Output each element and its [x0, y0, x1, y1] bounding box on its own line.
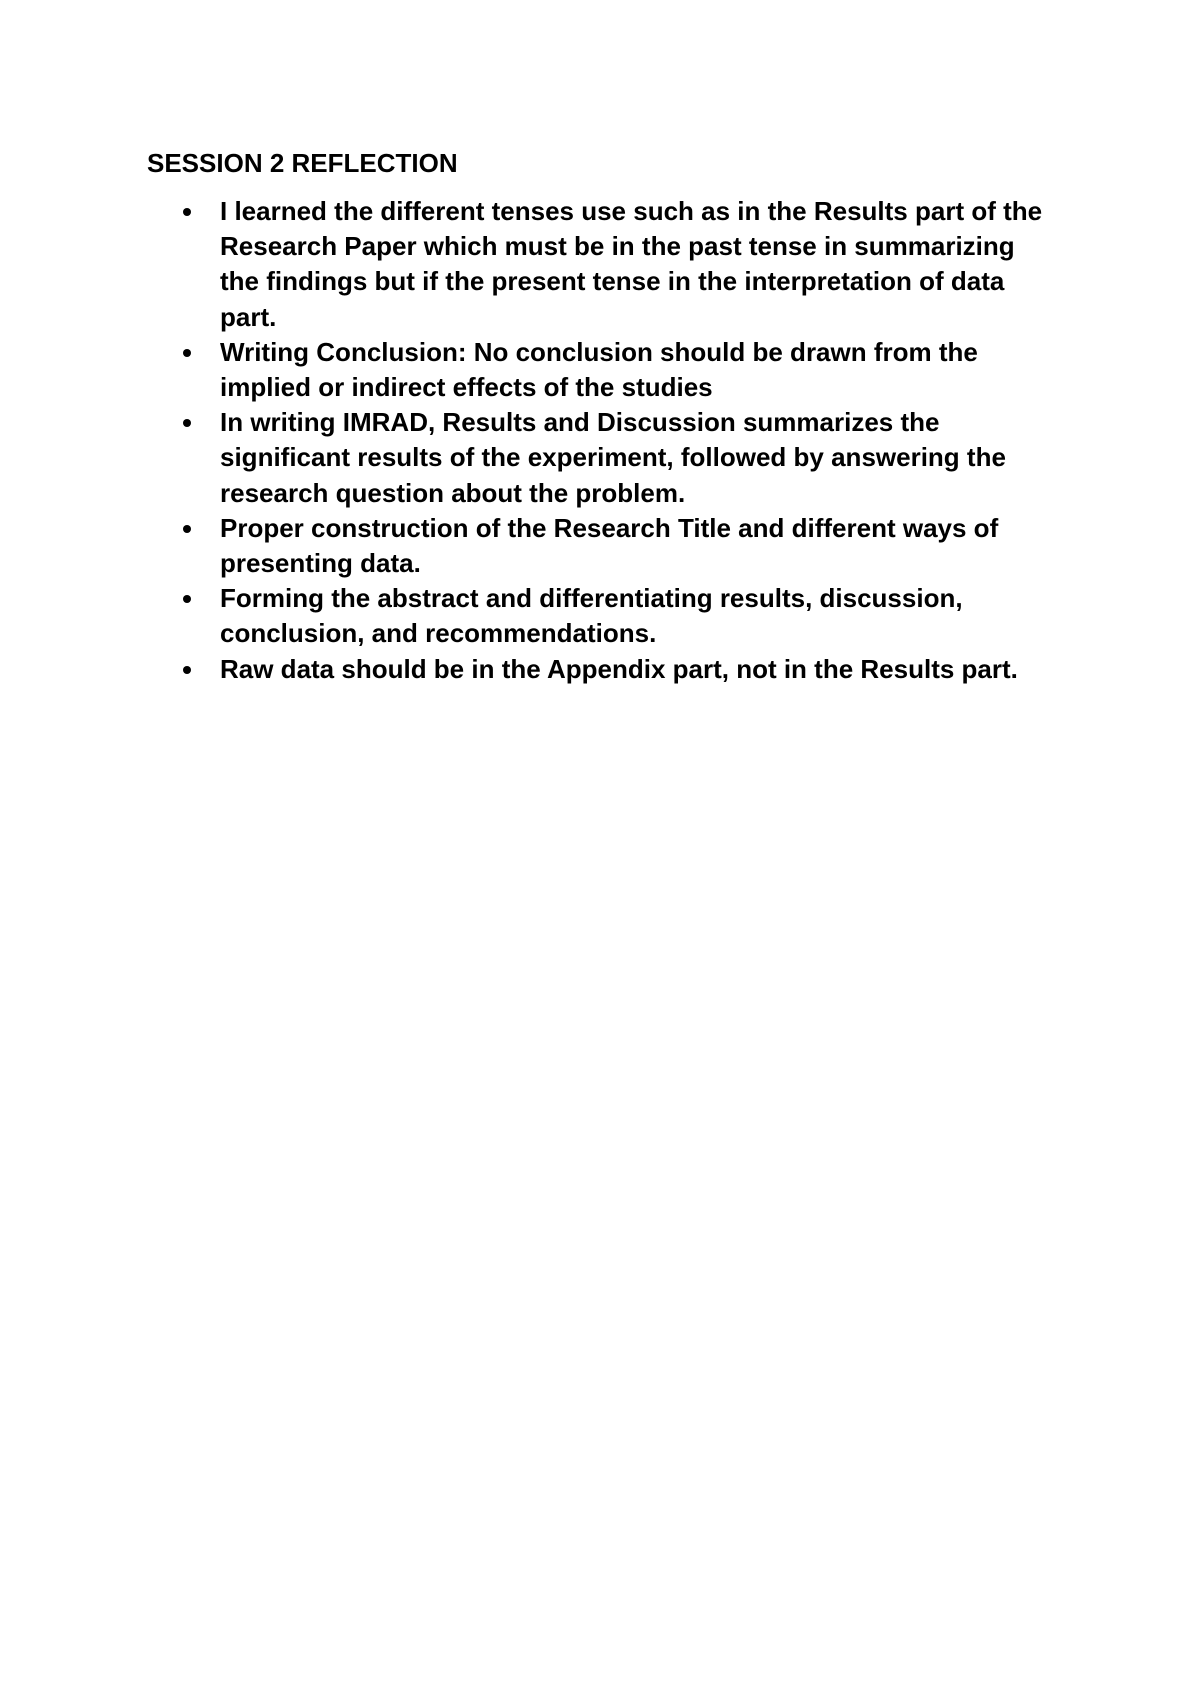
list-item	[180, 194, 1060, 335]
bullet-icon	[183, 419, 191, 427]
document-title: SESSION 2 REFLECTION	[147, 148, 458, 178]
list-item-text: In writing IMRAD, Results and Discussion summarizes the significant results of the experiment, followed by answering the research question about the problem.	[220, 407, 1006, 508]
list-item	[180, 581, 1060, 651]
list-item	[180, 335, 1060, 405]
list-item	[180, 652, 1060, 687]
list-item-text: I learned the different tenses use such as in the Results part of the Research Paper which must be in the past tense in summarizing the findings but if the present tense in the interpretation of data part.	[220, 196, 1043, 332]
list-item-text: Forming the abstract and differentiating results, discussion, conclusion, and recommendations.	[220, 583, 963, 649]
bullet-icon	[183, 349, 191, 357]
list-item	[180, 511, 1060, 581]
list-item-text: Writing Conclusion: No conclusion should be drawn from the implied or indirect effects of the studies	[220, 336, 978, 403]
list-item-text: Raw data should be in the Appendix part, not in the Results part.	[220, 653, 1018, 684]
bullet-icon	[183, 595, 191, 603]
bullet-icon	[183, 666, 191, 674]
list-item-text: Proper construction of the Research Title and different ways of presenting data.	[220, 512, 999, 579]
bullet-icon	[183, 208, 191, 216]
bullet-icon	[183, 525, 191, 533]
reflection-bullet-list	[180, 194, 1060, 687]
list-item	[180, 405, 1060, 511]
